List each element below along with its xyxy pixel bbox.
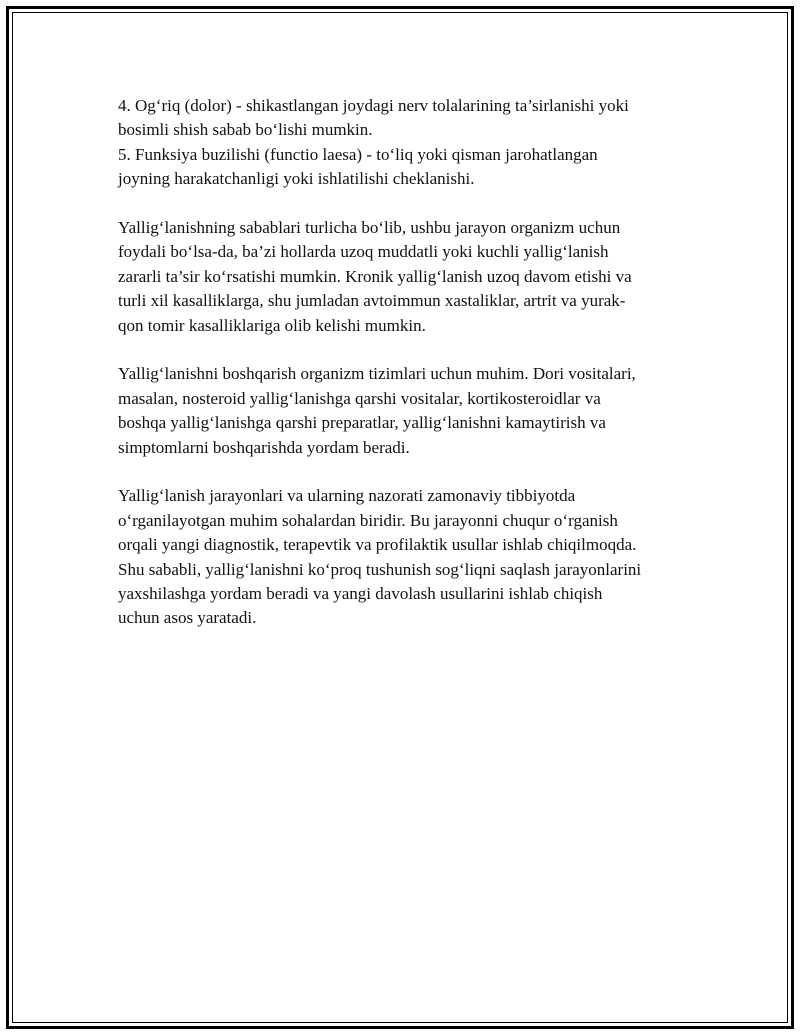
text-line: 5. Funksiya buzilishi (functio laesa) - to‘liq yoki qisman jarohatlangan xyxy=(118,144,598,164)
text-line: 4. Og‘riq (dolor) - shikastlangan joydagi nerv tolalarining ta’sirlanishi yoki xyxy=(118,96,629,115)
paragraph-management xyxy=(118,362,688,460)
paragraph-causes xyxy=(118,216,688,338)
text-line: orqali yangi diagnostik, terapevtik va profilaktik usullar ishlab chiqilmoqda. xyxy=(118,535,637,555)
text-line: Yallig‘lanish jarayonlari va ularning nazorati zamonaviy tibbiyotda xyxy=(118,486,576,506)
text-line: qon tomir kasalliklariga olib kelishi mumkin. xyxy=(118,315,426,335)
paragraph-research xyxy=(118,484,688,630)
list-item-functio-laesa xyxy=(118,143,688,192)
text-line: bosimli shish sabab bo‘lishi mumkin. xyxy=(118,120,373,140)
text-line: masalan, nosteroid yallig‘lanishga qarshi vositalar, kortikosteroidlar va xyxy=(118,388,601,408)
text-line: joyning harakatchanligi yoki ishlatilishi cheklanishi. xyxy=(118,169,475,189)
text-line: foydali bo‘lsa-da, ba’zi hollarda uzoq muddatli yoki kuchli yallig‘lanish xyxy=(118,242,609,262)
text-line: yaxshilashga yordam beradi va yangi davolash usullarini ishlab chiqish xyxy=(118,584,603,604)
text-line: o‘rganilayotgan muhim sohalardan biridir. Bu jarayonni chuqur o‘rganish xyxy=(118,510,618,530)
text-line: uchun asos yaratadi. xyxy=(118,608,257,628)
document-body xyxy=(118,94,688,631)
text-line: simptomlarni boshqarishda yordam beradi. xyxy=(118,437,410,457)
text-line: Yallig‘lanishni boshqarish organizm tizimlari uchun muhim. Dori vositalari, xyxy=(118,364,636,384)
text-line: turli xil kasalliklarga, shu jumladan avtoimmun xastaliklar, artrit va yurak- xyxy=(118,291,626,311)
text-line: zararli ta’sir ko‘rsatishi mumkin. Kronik yallig‘lanish uzoq davom etishi va xyxy=(118,266,632,286)
text-line: Shu sababli, yallig‘lanishni ko‘proq tushunish sog‘liqni saqlash jarayonlarini xyxy=(118,559,642,579)
text-line: Yallig‘lanishning sabablari turlicha bo‘lib, ushbu jarayon organizm uchun xyxy=(118,218,621,238)
list-item-dolor xyxy=(118,94,688,143)
text-line: boshqa yallig‘lanishga qarshi preparatlar, yallig‘lanishni kamaytirish va xyxy=(118,413,606,433)
